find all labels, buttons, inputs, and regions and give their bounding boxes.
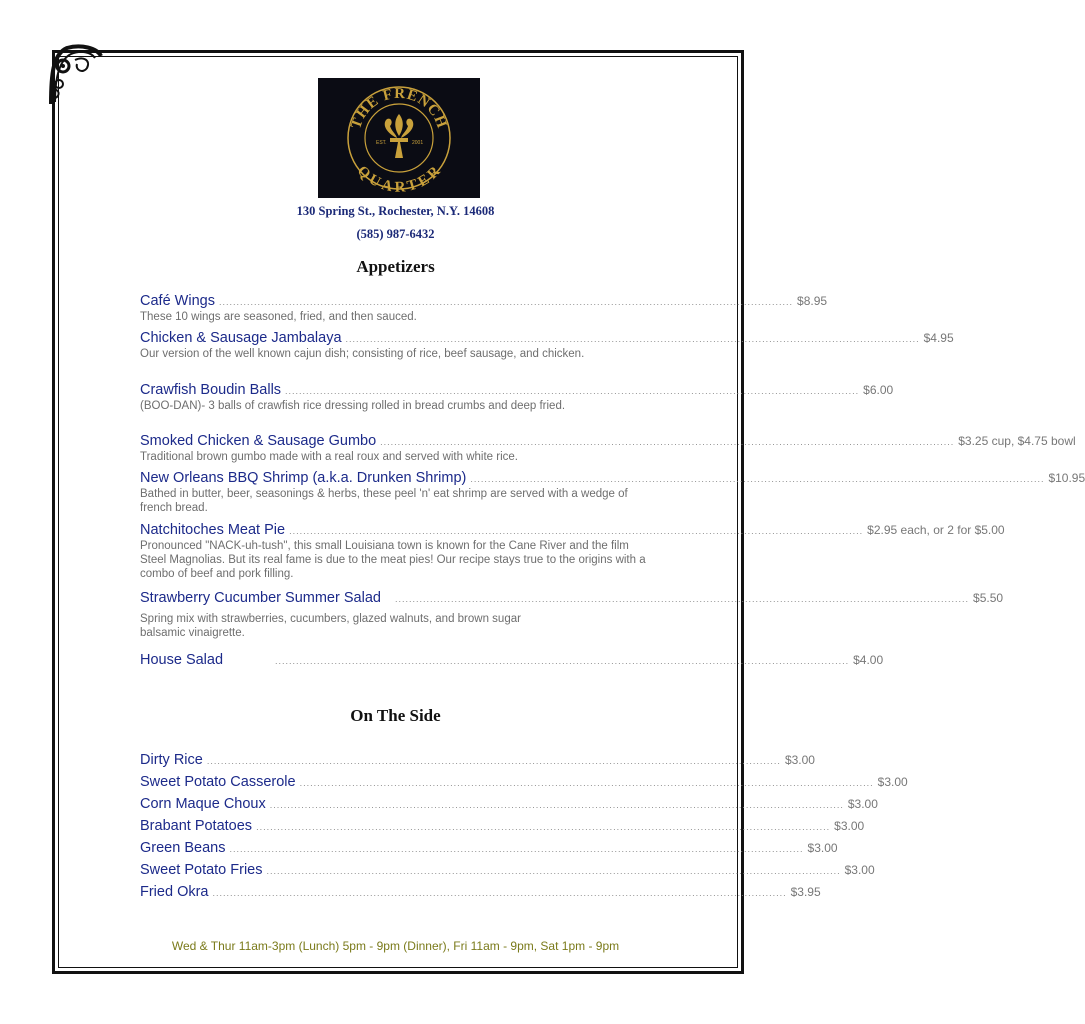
leader-dots: .................................................................................................................................................................... xyxy=(229,844,804,854)
logo-est-right: 2001 xyxy=(412,140,424,146)
menu-item xyxy=(140,590,1004,640)
menu-item xyxy=(140,884,821,900)
item-description: Pronounced "NACK-uh-tush", this small Louisiana town is known for the Cane River and the film Steel Magnolias. But its real fame is due to the meat pies! Our recipe stays true to the origins with a combo of beef and pork filling. xyxy=(140,540,646,580)
item-description: Traditional brown gumbo made with a real roux and served with white rice. xyxy=(140,451,518,463)
item-price: $3.00 xyxy=(834,819,865,833)
sides-title: On The Side xyxy=(350,706,441,725)
menu-item xyxy=(140,330,954,361)
item-price: $5.50 xyxy=(973,591,1004,605)
menu-item xyxy=(140,433,1076,464)
leader-dots: .................................................................................................................................................................... xyxy=(394,594,970,604)
menu-item xyxy=(140,862,875,878)
item-description: These 10 wings are seasoned, fried, and then sauced. xyxy=(140,311,417,323)
leader-dots: .................................................................................................................................................................... xyxy=(266,866,841,876)
item-description: Bathed in butter, beer, seasonings & herbs, these peel 'n' eat shrimp are served with a wedge of french bread. xyxy=(140,488,628,514)
menu-item xyxy=(140,818,865,834)
item-description: Our version of the well known cajun dish; consisting of rice, beef sausage, and chicken. xyxy=(140,348,585,360)
item-name: Corn Maque Choux xyxy=(140,796,266,812)
item-price: $6.00 xyxy=(863,383,894,397)
leader-dots: .................................................................................................................................................................... xyxy=(275,656,850,666)
item-name: Fried Okra xyxy=(140,884,209,900)
leader-dots: .................................................................................................................................................................... xyxy=(206,756,781,766)
menu-item xyxy=(140,470,1085,515)
logo-bottom-text: QUARTER xyxy=(353,162,445,196)
menu-item xyxy=(140,382,894,413)
menu-item xyxy=(140,293,828,324)
item-name: New Orleans BBQ Shrimp (a.k.a. Drunken Shrimp) xyxy=(140,470,467,486)
item-name: Sweet Potato Casserole xyxy=(140,774,296,790)
item-name: Smoked Chicken & Sausage Gumbo xyxy=(140,433,377,449)
ornament-corner-icon xyxy=(47,44,105,108)
appetizers-title: Appetizers xyxy=(356,257,435,276)
item-name: Café Wings xyxy=(140,293,215,309)
item-price: $3.25 cup, $4.75 bowl xyxy=(958,434,1076,448)
logo xyxy=(318,78,480,198)
menu-item xyxy=(140,752,815,768)
item-name: Dirty Rice xyxy=(140,752,203,768)
leader-dots: .................................................................................................................................................................... xyxy=(380,437,955,447)
item-price: $3.00 xyxy=(784,753,815,767)
item-name: Sweet Potato Fries xyxy=(140,862,263,878)
item-price: $3.95 xyxy=(790,885,821,899)
item-price: $10.95 xyxy=(1048,471,1085,485)
item-price: $4.95 xyxy=(923,331,954,345)
item-name: Brabant Potatoes xyxy=(140,818,253,834)
menu-item xyxy=(140,796,878,812)
leader-dots: .................................................................................................................................................................... xyxy=(299,778,874,788)
item-price: $3.00 xyxy=(847,797,878,811)
item-name: Green Beans xyxy=(140,840,226,856)
address: 130 Spring St., Rochester, N.Y. 14608 xyxy=(296,204,495,218)
item-price: $3.00 xyxy=(807,841,838,855)
leader-dots: .................................................................................................................................................................... xyxy=(256,822,831,832)
item-name: Crawfish Boudin Balls xyxy=(140,382,282,398)
logo-top-text: THE FRENCH xyxy=(348,85,450,132)
leader-dots: .................................................................................................................................................................... xyxy=(218,297,794,307)
item-price: $3.00 xyxy=(877,775,908,789)
leader-dots: .................................................................................................................................................................... xyxy=(269,800,844,810)
leader-dots: .................................................................................................................................................................... xyxy=(470,474,1045,484)
item-name: House Salad xyxy=(140,652,224,668)
menu-item xyxy=(140,840,838,856)
leader-dots: .................................................................................................................................................................... xyxy=(285,386,860,396)
item-name: Strawberry Cucumber Summer Salad xyxy=(140,590,381,606)
item-name: Natchitoches Meat Pie xyxy=(140,522,286,538)
item-price: $4.00 xyxy=(853,653,884,667)
item-description: Spring mix with strawberries, cucumbers, glazed walnuts, and brown sugar balsamic vinaigrette. xyxy=(140,613,521,639)
menu-item xyxy=(140,652,884,668)
leader-dots: .................................................................................................................................................................... xyxy=(289,526,864,536)
item-price: $8.95 xyxy=(797,294,828,308)
item-price: $3.00 xyxy=(844,863,875,877)
menu-item xyxy=(140,522,1005,581)
phone: (585) 987-6432 xyxy=(356,227,435,241)
item-description: (BOO-DAN)- 3 balls of crawfish rice dressing rolled in bread crumbs and deep fried. xyxy=(140,400,566,412)
item-name: Chicken & Sausage Jambalaya xyxy=(140,330,342,346)
menu-item xyxy=(140,774,908,790)
leader-dots: .................................................................................................................................................................... xyxy=(345,334,920,344)
logo-est-left: EST. xyxy=(376,140,387,146)
opening-hours: Wed & Thur 11am-3pm (Lunch) 5pm - 9pm (Dinner), Fri 11am - 9pm, Sat 1pm - 9pm xyxy=(171,939,620,953)
item-price: $2.95 each, or 2 for $5.00 xyxy=(867,523,1005,537)
leader-dots: .................................................................................................................................................................... xyxy=(212,888,787,898)
